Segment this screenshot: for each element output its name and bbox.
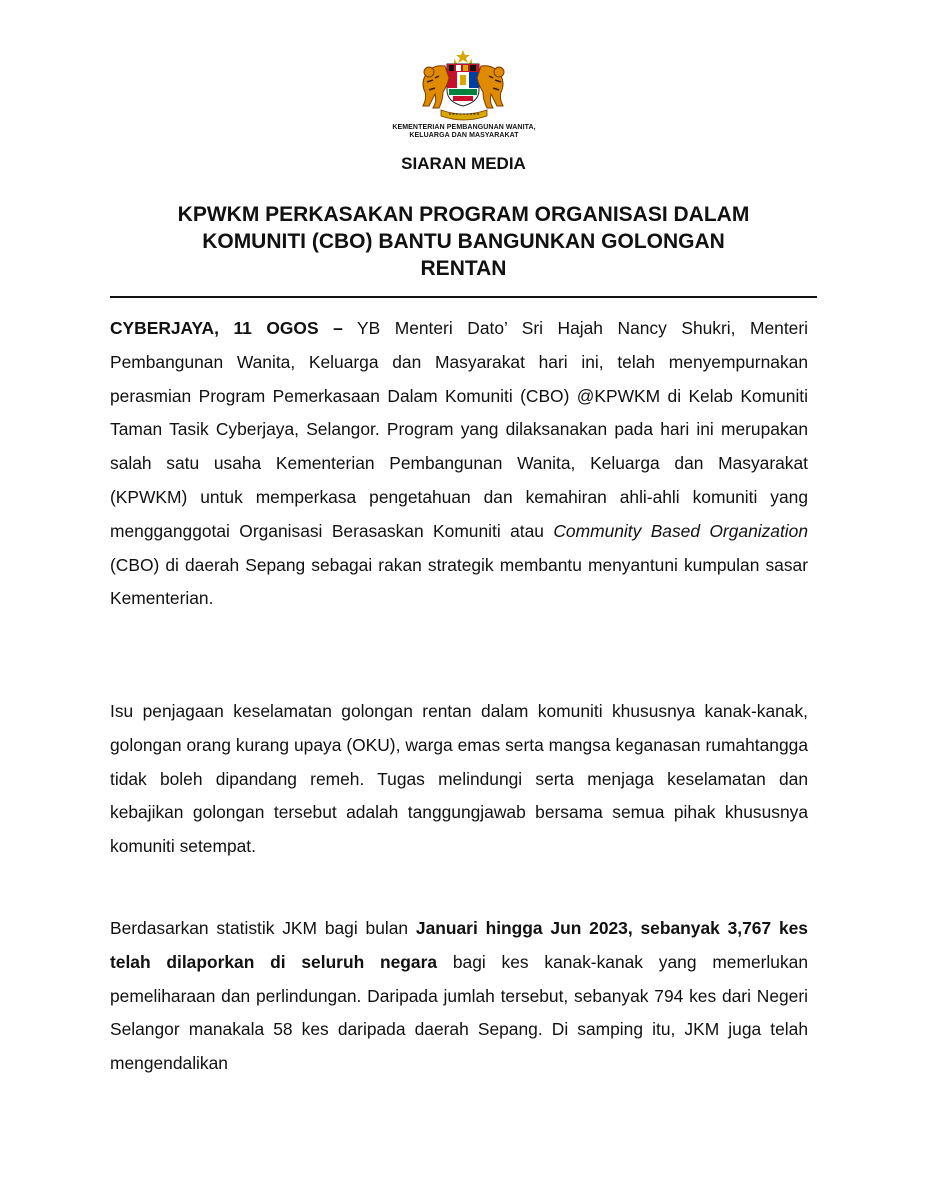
headline-line-3: RENTAN: [420, 257, 507, 280]
paragraph-2-text: Isu penjagaan keselamatan golongan rentan dalam komuniti khususnya kanak-kanak, golongan orang kurang upaya (OKU), warga emas serta mangsa keganasan rumahtangga tidak boleh dipandang remeh. Tugas melindungi serta menjaga keselamatan dan kebajikan golongan tersebut adalah tanggungjawab bersama semua pihak khususnya komuniti setempat.: [110, 701, 808, 857]
ministry-name-line-2: KELUARGA DAN MASYARAKAT: [409, 132, 519, 139]
headline: [110, 201, 817, 282]
paragraph-1: [110, 312, 808, 616]
paragraph-3-bold-text: Januari hingga Jun 2023, sebanyak 3,767 kes telah dilaporkan di seluruh negara: [110, 918, 808, 972]
headline-line-2: KOMUNITI (CBO) BANTU BANGUNKAN GOLONGAN: [202, 230, 725, 253]
paragraph-1-text-b: (CBO) di daerah Sepang sebagai rakan strategik membantu menyantuni kumpulan sasar Kementerian.: [110, 554, 808, 609]
paragraph-3-text-a: Berdasarkan statistik JKM bagi bulan: [110, 918, 416, 938]
dateline: CYBERJAYA, 11 OGOS –: [110, 318, 343, 338]
headline-line-1: KPWKM PERKASAKAN PROGRAM ORGANISASI DALAM: [177, 203, 750, 226]
ministry-name-line-1: KEMENTERIAN PEMBANGUNAN WANITA,: [392, 124, 536, 131]
ministry-name: [392, 124, 536, 140]
italic-term: Community Based Organization: [553, 520, 809, 541]
document-type-label: SIARAN MEDIA: [401, 154, 526, 173]
paragraph-3: [110, 912, 808, 1081]
paragraph-3-text-b: bagi kes kanak-kanak yang memerlukan pemeliharaan dan perlindungan. Daripada jumlah tersebut, sebanyak 794 kes dari Negeri Selangor manakala 58 kes daripada daerah Sepang. Di samping itu, JKM juga telah mengendalikan: [110, 951, 808, 1074]
paragraph-2: [110, 695, 808, 864]
paragraph-1-text-a: YB Menteri Dato’ Sri Hajah Nancy Shukri, Menteri Pembangunan Wanita, Keluarga dan Masyarakat hari ini, telah menyempurnakan perasmian Program Pemerkasaan Dalam Komuniti (CBO) @KPWKM di Kelab Komuniti Taman Tasik Cyberjaya, Selangor. Program yang dilaksanakan pada hari ini merupakan salah satu usaha Kementerian Pembangunan Wanita, Keluarga dan Masyarakat (KPWKM) untuk memperkasa pengetahuan dan kemahiran ahli-ahli komuniti yang mengganggotai Organisasi Berasaskan Komuniti atau: [110, 318, 809, 541]
ministry-logo: [392, 48, 536, 140]
headline-divider: [110, 296, 817, 298]
malaysia-coat-of-arms-icon: [405, 48, 523, 122]
